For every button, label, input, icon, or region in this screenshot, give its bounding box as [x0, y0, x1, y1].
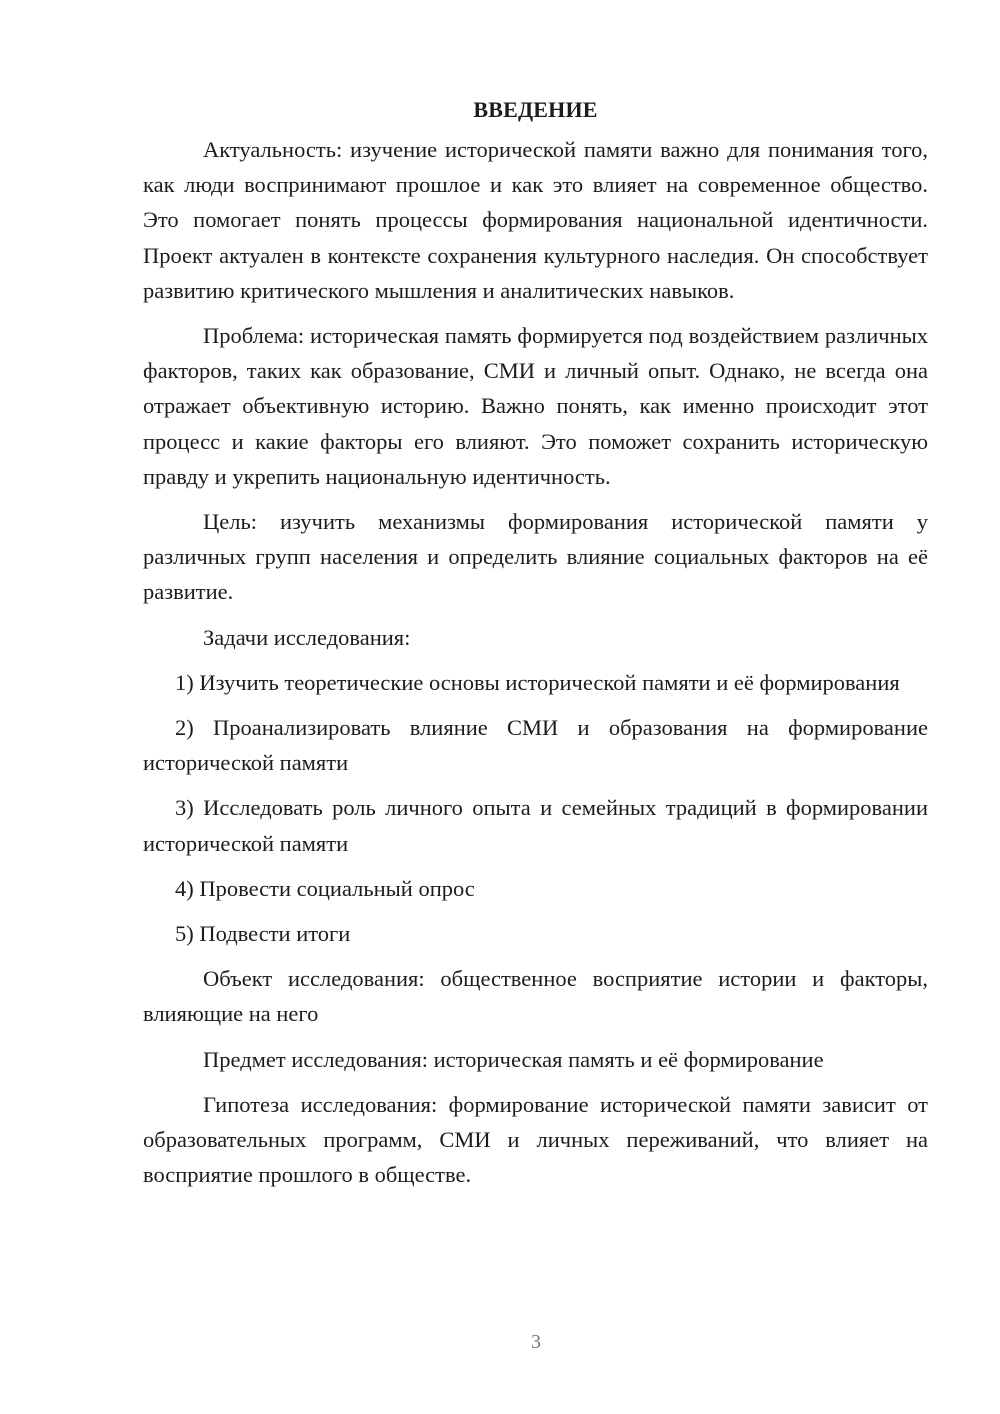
paragraph-goal: Цель: изучить механизмы формирования исторической памяти у различных групп населения и определить влияние социальных факторов на её развитие.	[143, 509, 928, 605]
list-item: 2) Проанализировать влияние СМИ и образования на формирование исторической памяти	[143, 715, 928, 776]
list-item: 5) Подвести итоги	[175, 921, 351, 947]
page-title: ВВЕДЕНИЕ	[473, 97, 598, 122]
page-number: 3	[531, 1331, 541, 1353]
paragraph-relevance: Актуальность: изучение исторической памяти важно для понимания того, как люди воспринимают прошлое и как это влияет на современное общество. Это помогает понять процессы формирования национальной идентичности. Проект актуален в контексте сохранения культурного наследия. Он способствует развитию критического мышления и аналитических навыков.	[143, 137, 928, 303]
paragraph-subject: Предмет исследования: историческая память и её формирование	[203, 1046, 824, 1072]
tasks-heading: Задачи исследования:	[203, 624, 411, 650]
tasks-list	[143, 665, 928, 951]
paragraph-problem: Проблема: историческая память формируется под воздействием различных факторов, таких как образование, СМИ и личный опыт. Однако, не всегда она отражает объективную историю. Важно понять, как именно происходит этот процесс и какие факторы его влияют. Это поможет сохранить историческую правду и укрепить национальную идентичность.	[143, 323, 928, 489]
paragraph-object: Объект исследования: общественное восприятие истории и факторы, влияющие на него	[143, 966, 928, 1027]
document-page	[143, 94, 928, 1202]
list-item: 1) Изучить теоретические основы исторической памяти и её формирования	[175, 669, 900, 695]
paragraph-hypothesis: Гипотеза исследования: формирование исторической памяти зависит от образовательных программ, СМИ и личных переживаний, что влияет на восприятие прошлого в обществе.	[143, 1091, 928, 1188]
list-item: 3) Исследовать роль личного опыта и семейных традиций в формировании исторической памяти	[143, 795, 928, 856]
list-item: 4) Провести социальный опрос	[175, 875, 475, 901]
